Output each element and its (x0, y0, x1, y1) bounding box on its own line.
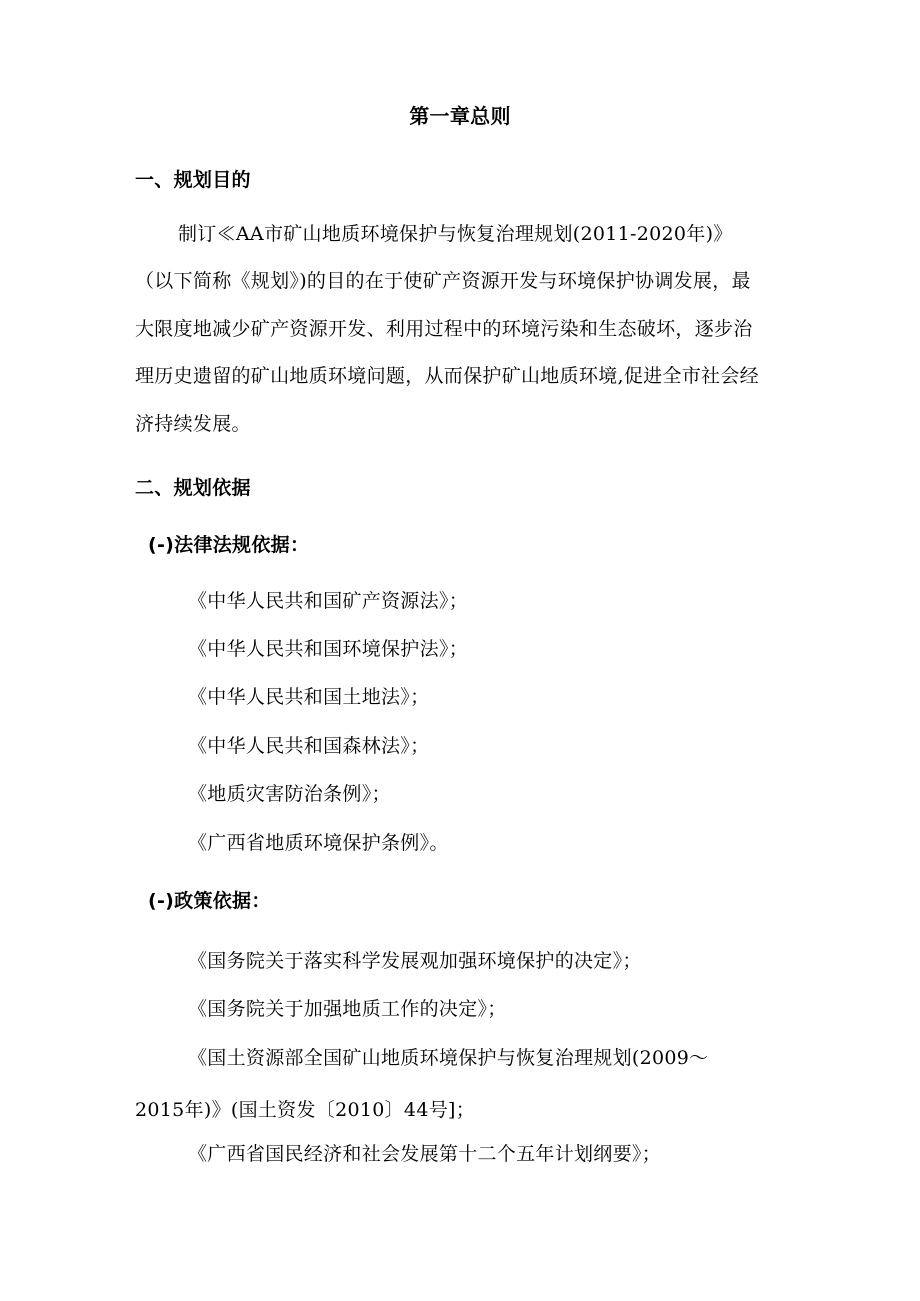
policy-item: 《广西省国民经济和社会发展第十二个五年计划纲要》； (188, 1143, 662, 1165)
law-item: 《中华人民共和国土地法》； (188, 686, 430, 708)
policy-item: 《国务院关于落实科学发展观加强环境保护的决定》； (188, 950, 642, 972)
policy-item: 《国务院关于加强地质工作的决定》； (188, 998, 507, 1020)
section1-paragraph-line-3: 大限度地减少矿产资源开发、利用过程中的环境污染和生态破坏，逐步治 (135, 318, 753, 340)
chapter-title: 第一章总则 (409, 104, 511, 128)
section1-paragraph-line-2: （以下简称《规划》)的目的在于使矿产资源开发与环境保护协调发展，最 (135, 270, 751, 292)
subsection-policy-heading: (-)政策依据： (148, 890, 271, 912)
section2-heading: 二、规划依据 (135, 477, 251, 499)
law-item: 《地质灾害防治条例》； (188, 783, 391, 805)
policy-item-continuation: 2015年)》(国土资发〔2010〕44号]； (135, 1099, 476, 1121)
subsection-laws-heading: (-)法律法规依据： (148, 534, 310, 556)
law-item: 《中华人民共和国矿产资源法》； (188, 590, 469, 612)
law-item: 《中华人民共和国环境保护法》； (188, 638, 469, 660)
policy-item: 《国土资源部全国矿山地质环境保护与恢复治理规划(2009～ (188, 1047, 709, 1069)
law-item: 《广西省地质环境保护条例》。 (188, 832, 449, 854)
section1-paragraph-line-1: 制订≪AA市矿山地质环境保护与恢复治理规划(2011-2020年)》 (178, 223, 733, 245)
section1-paragraph-line-5: 济持续发展。 (135, 413, 251, 435)
section1-heading: 一、规划目的 (135, 169, 251, 191)
law-item: 《中华人民共和国森林法》； (188, 735, 430, 757)
section1-paragraph-line-4: 理历史遗留的矿山地质环境问题，从而保护矿山地质环境,促进全市社会经 (135, 365, 759, 387)
